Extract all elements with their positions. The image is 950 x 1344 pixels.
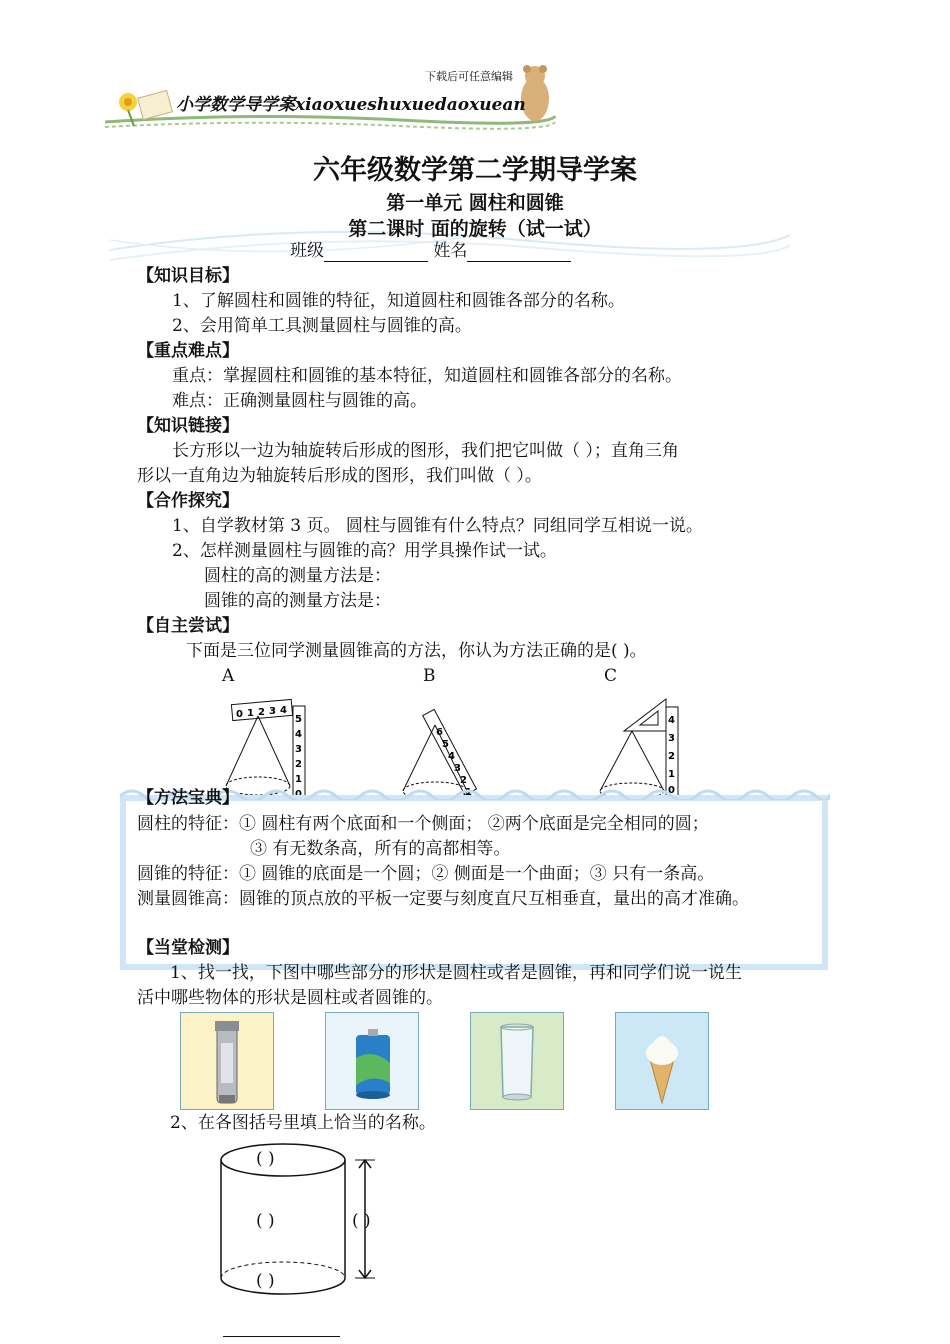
check-q2: 2、在各图括号里填上恰当的名称。: [170, 1113, 436, 1133]
ruler-b-1: 1: [465, 787, 472, 798]
glass-icon: [471, 1013, 563, 1109]
glass-photo: [470, 1012, 564, 1110]
ice-cream-cone-icon: [616, 1013, 708, 1109]
ruler-b-6: 6: [436, 727, 443, 738]
ruler-b-4: 4: [448, 751, 455, 762]
check-heading: 【当堂检测】: [137, 938, 239, 958]
unit-title: 第一单元 圆柱和圆锥: [386, 192, 564, 214]
ruler-c-2: 2: [668, 751, 675, 762]
explore-item-2: 2、怎样测量圆柱与圆锥的高？用学具操作试一试。: [172, 541, 557, 561]
cylinder-features-1: 圆柱的特征：① 圆柱有两个底面和一个侧面； ②两个底面是完全相同的圆；: [137, 814, 709, 834]
option-label-b: B: [423, 666, 436, 686]
ruler-a-side-3: 3: [295, 744, 302, 755]
cylinder-diagram: [215, 1138, 415, 1300]
key-points-heading: 【重点难点】: [137, 341, 239, 361]
battery-photo: [325, 1012, 419, 1110]
blank-height[interactable]: ( ): [352, 1211, 371, 1231]
name-label: 姓名: [433, 241, 468, 261]
measure-cone: 测量圆锥高：圆锥的顶点放的平板一定要与刻度直尺互相垂直，量出的高才准确。: [137, 889, 749, 909]
try-question: 下面是三位同学测量圆锥高的方法，你认为方法正确的是( )。: [186, 641, 647, 661]
ruler-b-5: 5: [442, 739, 449, 750]
ruler-c-3: 3: [668, 733, 675, 744]
cone-figure-c: [592, 695, 687, 800]
student-info: [290, 240, 571, 262]
check-q1-line1: 1、找一找，下图中哪些部分的形状是圆柱或者是圆锥，再和同学们说一说生: [170, 963, 742, 983]
check-q1-line2: 活中哪些物体的形状是圆柱或者圆锥的。: [137, 988, 443, 1008]
blank-top-base[interactable]: ( ): [256, 1149, 275, 1169]
cylinder-features-2: ③ 有无数条高，所有的高都相等。: [250, 839, 511, 859]
flashlight-photo: [180, 1012, 274, 1110]
cone-method: 圆锥的高的测量方法是：: [204, 591, 391, 611]
explore-heading: 【合作探究】: [137, 491, 239, 511]
option-label-a: A: [222, 666, 235, 686]
ruler-c-4: 4: [668, 715, 675, 726]
ruler-a-top-4: 4: [280, 705, 287, 716]
ruler-b-3: 3: [454, 763, 461, 774]
cylinder-method: 圆柱的高的测量方法是：: [204, 566, 391, 586]
ruler-c-1: 1: [668, 769, 675, 780]
ruler-a-side-2: 2: [295, 759, 302, 770]
link-heading: 【知识链接】: [137, 416, 239, 436]
class-field[interactable]: [324, 243, 428, 262]
lesson-title: 第二课时 面的旋转（试一试）: [348, 218, 602, 240]
goal-item: 1、了解圆柱和圆锥的特征，知道圆柱和圆锥各部分的名称。: [172, 291, 625, 311]
banner-text: 小学数学导学案xiaoxueshuxuedaoxuean: [176, 95, 526, 115]
ruler-a-side-1: 1: [295, 774, 302, 785]
ruler-c-0: 0: [668, 785, 675, 796]
ruler-a-top-0: 0: [236, 709, 243, 720]
cone-features: 圆锥的特征：① 圆锥的底面是一个圆；② 侧面是一个曲面；③ 只有一条高。: [137, 864, 715, 884]
ice-cream-photo: [615, 1012, 709, 1110]
link-line-1: 长方形以一边为轴旋转后形成的图形，我们把它叫做（ ）；直角三角: [172, 441, 679, 461]
method-heading: 【方法宝典】: [137, 788, 239, 808]
ruler-a-top-2: 2: [258, 707, 265, 718]
option-label-c: C: [604, 666, 618, 686]
ruler-a-side-5: 5: [295, 714, 302, 725]
ruler-b-2: 2: [460, 775, 467, 786]
page-title: 六年级数学第二学期导学案: [313, 155, 637, 186]
class-label: 班级: [290, 241, 324, 261]
ruler-a-top-3: 3: [269, 706, 276, 717]
ruler-a-side-4: 4: [295, 729, 302, 740]
blank-bottom-base[interactable]: ( ): [256, 1271, 275, 1291]
battery-icon: [326, 1013, 418, 1109]
ruler-a-side-0: 0: [295, 789, 302, 800]
try-heading: 【自主尝试】: [137, 616, 239, 636]
goal-item: 2、会用简单工具测量圆柱与圆锥的高。: [172, 316, 472, 336]
difficulty-text: 难点：正确测量圆柱与圆锥的高。: [172, 391, 427, 411]
goals-heading: 【知识目标】: [137, 266, 239, 286]
link-line-2: 形以一直角边为轴旋转后形成的图形，我们叫做（ ）。: [137, 466, 542, 486]
blank-side-surface[interactable]: ( ): [256, 1211, 275, 1231]
top-note: 下载后可任意编辑: [425, 70, 513, 83]
name-field[interactable]: [467, 243, 571, 262]
ruler-a-top-1: 1: [247, 708, 254, 719]
explore-item-1: 1、自学教材第 3 页。 圆柱与圆锥有什么特点？同组同学互相说一说。: [172, 516, 703, 536]
flashlight-icon: [181, 1013, 273, 1109]
focus-text: 重点：掌握圆柱和圆锥的基本特征，知道圆柱和圆锥各部分的名称。: [172, 366, 682, 386]
footer-line: [223, 1336, 340, 1337]
